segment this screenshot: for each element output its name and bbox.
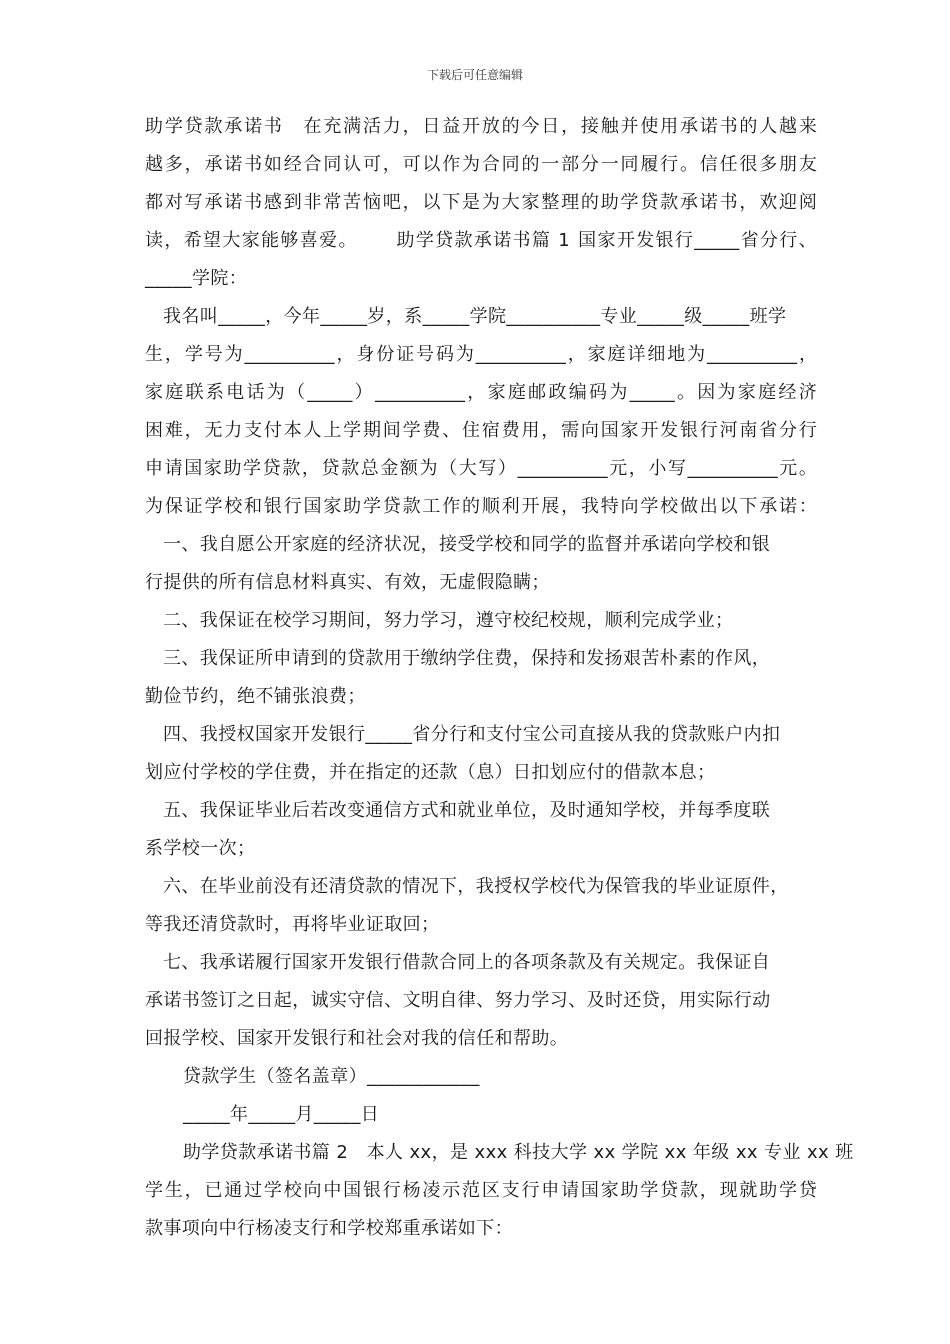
text-line-6: 我名叫_____，今年_____岁，系_____学院__________专业_____级_____班学 bbox=[163, 306, 787, 327]
text-line-8: 家 庭 联 系 电 话 为 （ _____ ） __________ ， 家 庭 邮 政 编 码 为 _____ 。 因 为 家 庭 经 济 bbox=[145, 382, 817, 403]
text-line-26: 贷款学生（签名盖章）____________ bbox=[183, 1066, 480, 1087]
text-line-23: 七、我承诺履行国家开发银行借款合同上的各项条款及有关规定。我保证自 bbox=[163, 952, 771, 973]
text-line-13: 行提供的所有信息材料真实、有效，无虚假隐瞒； bbox=[145, 572, 550, 593]
text-line-11: 为 保 证 学 校 和 银 行 国 家 助 学 贷 款 工 作 的 顺 利 开 展 ， 我 特 向 学 校 做 出 以 下 承 诺 ： bbox=[145, 496, 817, 517]
page-header: 下载后可任意编辑 bbox=[426, 68, 523, 82]
text-line-29: 学 生 ， 已 通 过 学 校 向 中 国 银 行 杨 凌 示 范 区 支 行 申 请 国 家 助 学 贷 款 ， 现 就 助 学 贷 bbox=[145, 1180, 817, 1201]
text-line-25: 回报学校、国家开发银行和社会对我的信任和帮助。 bbox=[145, 1028, 569, 1049]
text-line-1: 助 学 贷 款 承 诺 书 在 充 满 活 力 ， 日 益 开 放 的 今 日 ， 接 触 并 使 用 承 诺 书 的 人 越 来 bbox=[145, 116, 817, 137]
text-line-9: 困 难 ， 无 力 支 付 本 人 上 学 期 间 学 费 、 住 宿 费 用 ， 需 向 国 家 开 发 银 行 河 南 省 分 行 bbox=[145, 420, 817, 441]
text-line-19: 五、我保证毕业后若改变通信方式和就业单位，及时通知学校，并每季度联 bbox=[163, 800, 771, 821]
text-line-10: 申 请 国 家 助 学 贷 款 ， 贷 款 总 金 额 为 （ 大 写 ） __________ 元 ， 小 写 __________ 元 。 bbox=[145, 458, 817, 479]
text-line-2: 越 多 ， 承 诺 书 如 经 合 同 认 可 ， 可 以 作 为 合 同 的 一 部 分 一 同 履 行 。 信 任 很 多 朋 友 bbox=[145, 154, 817, 175]
text-line-21: 六、在毕业前没有还清贷款的情况下，我授权学校代为保管我的毕业证原件， bbox=[163, 876, 789, 897]
text-line-4: 读 ， 希 望 大 家 能 够 喜 爱 。 助 学 贷 款 承 诺 书 篇 1 国 家 开 发 银 行 _____ 省 分 行 、 bbox=[145, 230, 817, 251]
text-line-20: 系学校一次； bbox=[145, 838, 256, 859]
text-line-24: 承诺书签订之日起，诚实守信、文明自律、努力学习、及时还贷，用实际行动 bbox=[145, 990, 771, 1011]
text-line-28: 助学贷款承诺书篇 2 本人 xx，是 xxx 科技大学 xx 学院 xx 年级 xx 专业 xx 班 bbox=[183, 1142, 854, 1163]
text-line-15: 三、我保证所申请到的贷款用于缴纳学住费，保持和发扬艰苦朴素的作风， bbox=[163, 648, 771, 669]
text-line-18: 划应付学校的学住费，并在指定的还款（息）日扣划应付的借款本息； bbox=[145, 762, 716, 783]
text-line-14: 二、我保证在校学习期间，努力学习，遵守校纪校规，顺利完成学业； bbox=[163, 610, 734, 631]
text-line-5: _____学院： bbox=[145, 268, 248, 289]
text-line-27: _____年_____月_____日 bbox=[183, 1104, 380, 1125]
text-line-17: 四、我授权国家开发银行_____省分行和支付宝公司直接从我的贷款账户内扣 bbox=[163, 724, 781, 745]
text-line-7: 生 ， 学 号 为 __________ ， 身 份 证 号 码 为 __________ ， 家 庭 详 细 地 为 __________ ， bbox=[145, 344, 817, 365]
text-line-22: 等我还清贷款时，再将毕业证取回； bbox=[145, 914, 440, 935]
text-line-16: 勤俭节约，绝不铺张浪费； bbox=[145, 686, 366, 707]
text-line-30: 款事项向中行杨凌支行和学校郑重承诺如下： bbox=[145, 1218, 513, 1239]
text-line-12: 一、我自愿公开家庭的经济状况，接受学校和同学的监督并承诺向学校和银 bbox=[163, 534, 771, 555]
text-line-3: 都 对 写 承 诺 书 感 到 非 常 苦 恼 吧 ， 以 下 是 为 大 家 整 理 的 助 学 贷 款 承 诺 书 ， 欢 迎 阅 bbox=[145, 192, 817, 213]
